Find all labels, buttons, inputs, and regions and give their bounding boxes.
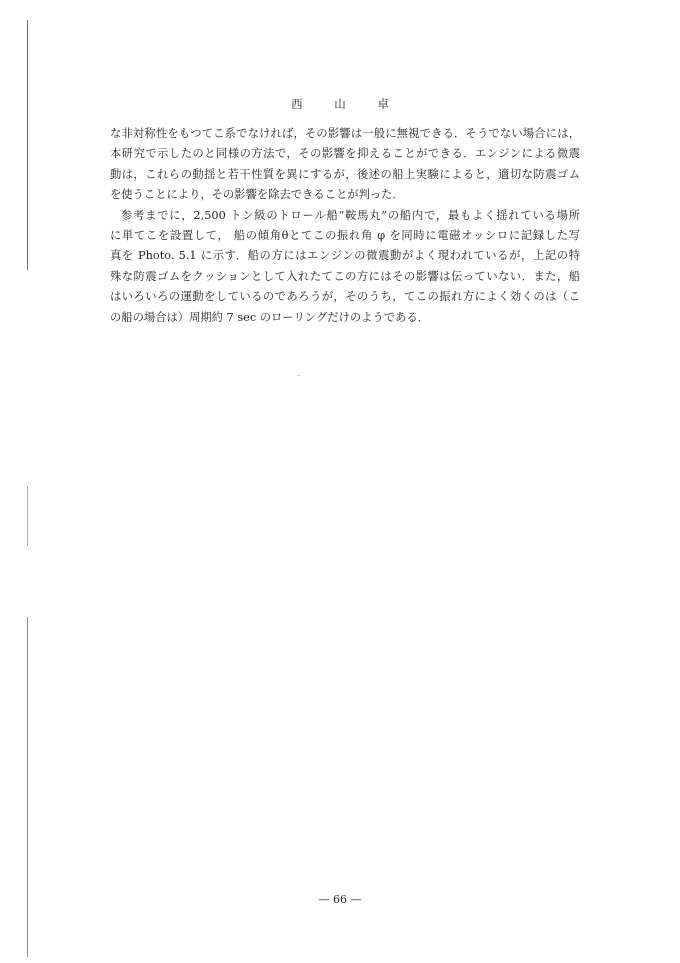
paragraph	[110, 124, 580, 206]
text-line: な非対称性をもつてこ系でなければ，その影響は一般に無視できる．そうでない場合には，	[110, 127, 580, 140]
page-number: — 66 —	[318, 893, 362, 906]
text-line: 殊な防震ゴムをクッションとして入れたてこの方にはその影響は伝っていない．また，船	[110, 269, 580, 283]
text-line: の船の場合は）周期約 7 sec のローリングだけのようである．	[110, 310, 429, 324]
text-line: はいろいろの運動をしているのであろうが，そのうち，てこの振れ方によく効くのは（こ	[110, 290, 580, 304]
binding-edge-mark	[27, 617, 28, 957]
scan-speck	[297, 375, 300, 376]
text-line: 参考までに，2,500 トン級のトロール船“鞍馬丸”の船内で，最もよく揺れている場所	[121, 208, 580, 222]
body-text	[110, 124, 580, 328]
binding-edge-mark	[27, 486, 28, 546]
text-line: 真を Photo. 5.1 に示す．船の方にはエンジンの微震動がよく現われているが，上記の特	[110, 249, 580, 263]
running-head: 西 山 卓	[291, 97, 403, 111]
binding-edge-mark	[27, 20, 28, 270]
text-line: 動は，これらの動揺と若干性質を異にするが，後述の船上実験によると，適切な防震ゴム	[110, 167, 580, 181]
text-line: に単てこを設置して， 船の傾角θとてこの振れ角 φ を同時に電磁オッシロに記録した写	[110, 229, 580, 243]
text-line: を使うことにより，その影響を除去できることが判った．	[110, 188, 404, 202]
text-line: 本研究で示したのと同様の方法で，その影響を抑えることができる．エンジンによる微震	[110, 147, 580, 161]
paragraph	[110, 206, 580, 328]
